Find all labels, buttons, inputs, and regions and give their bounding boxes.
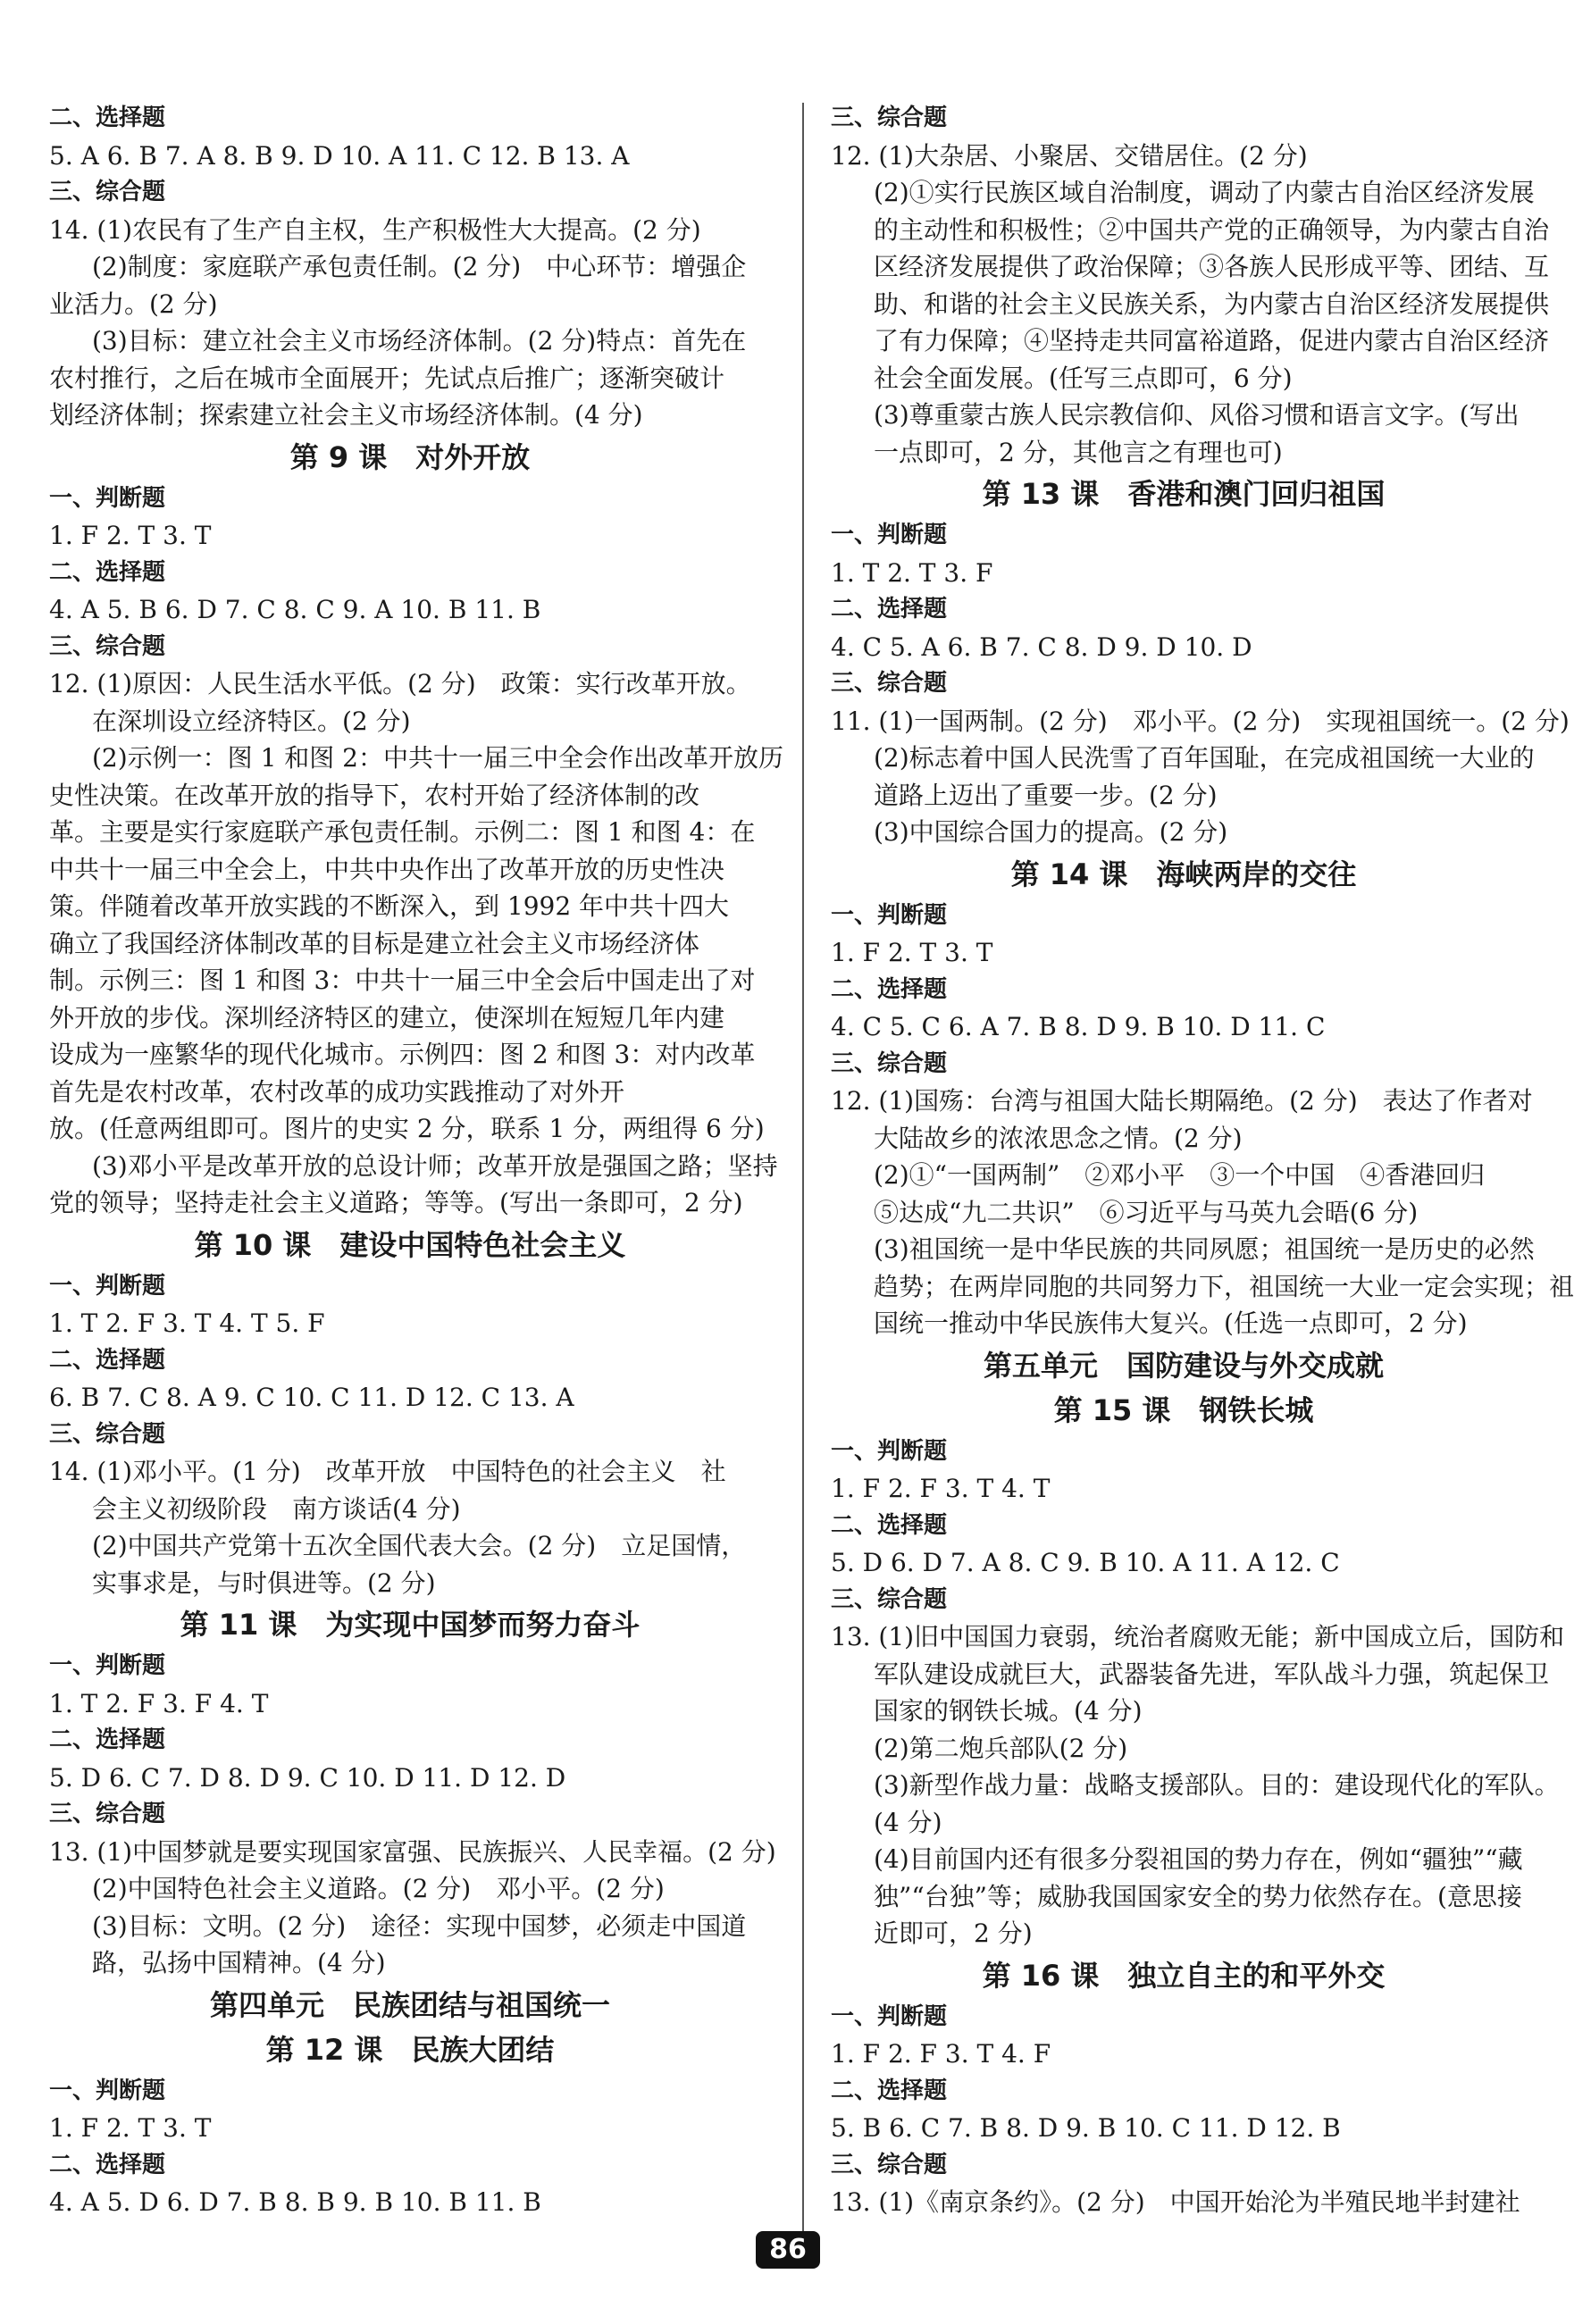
answer-line: 12. (1)国殇：台湾与祖国大陆长期隔绝。(2 分) 表达了作者对	[831, 1086, 1533, 1116]
lesson-title: 第 16 课 独立自主的和平外交	[982, 1958, 1386, 1993]
answer-line-indent: 趋势；在两岸同胞的共同努力下，祖国统一大业一定会实现；祖	[874, 1271, 1575, 1301]
section-heading: 一、判断题	[49, 1272, 166, 1300]
answer-line: 12. (1)大杂居、小聚居、交错居住。(2 分)	[831, 140, 1308, 171]
answer-line: 党的领导；坚持走社会主义道路；等等。(写出一条即可，2 分)	[49, 1188, 743, 1217]
answer-line: 划经济体制；探索建立社会主义市场经济体制。(4 分)	[49, 400, 643, 430]
lesson-title: 第 14 课 海峡两岸的交往	[1010, 857, 1357, 891]
answer-line: 史性决策。在改革开放的指导下，农村开始了经济体制的改	[49, 780, 700, 810]
answer-line: 4. C 5. A 6. B 7. C 8. D 9. D 10. D	[831, 631, 1252, 662]
section-heading: 三、综合题	[831, 670, 948, 697]
answer-line: 首先是农村改革，农村改革的成功实践推动了对外开	[49, 1076, 625, 1107]
answer-line: 策。伴随着改革开放实践的不断深入，到 1992 年中共十四大	[49, 891, 730, 921]
section-heading: 二、选择题	[49, 2151, 166, 2178]
lesson-title: 第 13 课 香港和澳门回归祖国	[982, 477, 1386, 511]
answer-line-indent: (2)中国共产党第十五次全国代表大会。(2 分) 立足国情，	[92, 1531, 747, 1560]
answer-line-indent: (4 分)	[874, 1807, 942, 1837]
left-column	[49, 100, 783, 2221]
section-heading: 三、综合题	[831, 104, 948, 131]
answer-line-indent: (3)祖国统一是中华民族的共同夙愿；祖国统一是历史的必然	[874, 1234, 1535, 1264]
answer-line-indent: (2)制度：家庭联产承包责任制。(2 分) 中心环节：增强企	[92, 252, 747, 281]
section-heading: 二、选择题	[49, 1346, 166, 1374]
answer-line: 1. F 2. T 3. T	[831, 938, 993, 967]
answer-line: 业活力。(2 分)	[49, 288, 218, 319]
section-heading: 三、综合题	[831, 1585, 948, 1613]
answer-line-indent: 路，弘扬中国精神。(4 分)	[92, 1948, 386, 1977]
section-heading: 二、选择题	[831, 975, 948, 1003]
section-heading: 一、判断题	[831, 2002, 948, 2030]
section-heading: 一、判断题	[49, 2077, 166, 2104]
answer-line: 制。示例三：图 1 和图 3：中共十一届三中全会后中国走出了对	[49, 966, 756, 995]
column-divider	[802, 103, 804, 2269]
answer-line: 1. T 2. F 3. F 4. T	[49, 1688, 269, 1718]
section-heading: 一、判断题	[831, 522, 948, 548]
answer-line: 11. (1)一国两制。(2 分) 邓小平。(2 分) 实现祖国统一。(2 分)	[831, 706, 1570, 736]
answer-line: 4. C 5. C 6. A 7. B 8. D 9. B 10. D 11. C	[831, 1012, 1326, 1041]
section-heading: 一、判断题	[49, 484, 166, 512]
lesson-title: 第 10 课 建设中国特色社会主义	[194, 1227, 626, 1262]
answer-line: 外开放的步伐。深圳经济特区的建立，使深圳在短短几年内建	[49, 1002, 725, 1032]
answer-line-indent: (3)目标：建立社会主义市场经济体制。(2 分)特点：首先在	[92, 326, 747, 355]
answer-line: 农村推行，之后在城市全面展开；先试点后推广；逐渐突破计	[49, 363, 725, 393]
answer-line-indent: (4)目前国内还有很多分裂祖国的势力存在，例如“疆独”“藏	[874, 1844, 1523, 1874]
answer-line: 中共十一届三中全会上，中共中央作出了改革开放的历史性决	[49, 854, 725, 884]
answer-line-indent: 近即可，2 分)	[874, 1919, 1033, 1948]
answer-line-indent: (3)邓小平是改革开放的总设计师；改革开放是强国之路；坚持	[92, 1150, 778, 1181]
answer-line-indent: 一点即可，2 分，其他言之有理也可)	[874, 437, 1283, 467]
answer-line: 14. (1)邓小平。(1 分) 改革开放 中国特色的社会主义 社	[49, 1457, 726, 1486]
lesson-title: 第四单元 民族团结与祖国统一	[209, 1987, 610, 2022]
section-heading: 二、选择题	[49, 104, 166, 131]
answer-line: 1. F 2. F 3. T 4. T	[831, 1474, 1051, 1503]
answer-line-indent: 在深圳设立经济特区。(2 分)	[92, 706, 411, 736]
section-heading: 三、综合题	[831, 1049, 948, 1077]
section-heading: 二、选择题	[49, 1726, 166, 1753]
section-heading: 一、判断题	[831, 1437, 948, 1465]
answer-line-indent: (2)第二炮兵部队(2 分)	[874, 1733, 1128, 1763]
section-heading: 三、综合题	[831, 2151, 948, 2178]
answer-line: 放。(任意两组即可。图片的史实 2 分，联系 1 分，两组得 6 分)	[49, 1114, 765, 1143]
answer-line: 14. (1)农民有了生产自主权，生产积极性大大提高。(2 分)	[49, 214, 701, 245]
section-heading: 三、综合题	[49, 1420, 166, 1448]
answer-line-indent: (2)标志着中国人民洗雪了百年国耻，在完成祖国统一大业的	[874, 743, 1535, 773]
section-heading: 二、选择题	[831, 596, 948, 623]
section-heading: 三、综合题	[49, 1801, 166, 1827]
answer-line-indent: (2)①“一国两制” ②邓小平 ③一个中国 ④香港回归	[874, 1160, 1486, 1190]
answer-line: 5. D 6. D 7. A 8. C 9. B 10. A 11. A 12. C	[831, 1548, 1340, 1577]
page-number: 86	[756, 2231, 820, 2269]
answer-line: 1. F 2. F 3. T 4. F	[831, 2039, 1051, 2069]
section-heading: 一、判断题	[831, 901, 948, 929]
answer-line: 13. (1)《南京条约》。(2 分) 中国开始沦为半殖民地半封建社	[831, 2187, 1520, 2217]
answer-line-indent: 国统一推动中华民族伟大复兴。(任选一点即可，2 分)	[874, 1308, 1468, 1338]
answer-line-indent: (2)示例一：图 1 和图 2：中共十一届三中全会作出改革开放历	[92, 743, 783, 773]
answer-line-indent: 大陆故乡的浓浓思念之情。(2 分)	[874, 1123, 1243, 1153]
answer-line: 设成为一座繁华的现代化城市。示例四：图 2 和图 3：对内改革	[49, 1040, 756, 1069]
section-heading: 二、选择题	[831, 1511, 948, 1539]
answer-line: 5. A 6. B 7. A 8. B 9. D 10. A 11. C 12. B 13. A	[49, 140, 630, 171]
answer-line-indent: ⑤达成“九二共识” ⑥习近平与马英九会晤(6 分)	[874, 1197, 1419, 1227]
answer-line-indent: 国家的钢铁长城。(4 分)	[874, 1696, 1143, 1726]
answer-line-indent: 军队建设成就巨大，武器装备先进，军队战斗力强，筑起保卫	[874, 1659, 1550, 1689]
answer-line: 13. (1)旧中国国力衰弱，统治者腐败无能；新中国成立后，国防和	[831, 1622, 1565, 1651]
answer-line: 5. D 6. C 7. D 8. D 9. C 10. D 11. D 12. D	[49, 1762, 566, 1793]
answer-line: 4. A 5. B 6. D 7. C 8. C 9. A 10. B 11. B	[49, 595, 541, 624]
answer-line: 4. A 5. D 6. D 7. B 8. B 9. B 10. B 11. B	[49, 2187, 541, 2217]
answer-line-indent: 实事求是，与时俱进等。(2 分)	[92, 1567, 436, 1598]
answer-line: 13. (1)中国梦就是要实现国家富强、民族振兴、人民幸福。(2 分)	[49, 1836, 776, 1867]
lesson-title: 第 15 课 钢铁长城	[1053, 1392, 1314, 1427]
answer-line-indent: (3)目标：文明。(2 分) 途径：实现中国梦，必须走中国道	[92, 1910, 747, 1941]
lesson-title: 第 12 课 民族大团结	[265, 2032, 555, 2067]
right-column	[831, 100, 1575, 2221]
section-heading: 一、判断题	[49, 1652, 166, 1679]
answer-line-indent: 社会全面发展。(任写三点即可，6 分)	[874, 363, 1293, 393]
lesson-title: 第 11 课 为实现中国梦而努力奋斗	[180, 1608, 641, 1642]
answer-line: 5. B 6. C 7. B 8. D 9. B 10. C 11. D 12. B	[831, 2113, 1341, 2143]
answer-line: 1. T 2. T 3. F	[831, 557, 993, 588]
lesson-title: 第五单元 国防建设与外交成就	[983, 1348, 1384, 1383]
section-heading: 三、综合题	[49, 179, 166, 205]
answer-line: 12. (1)原因：人民生活水平低。(2 分) 政策：实行改革开放。	[49, 669, 751, 698]
answer-line-indent: 独”“台独”等；威胁我国国家安全的势力依然存在。(意思接	[874, 1881, 1522, 1911]
answer-line: 革。主要是实行家庭联产承包责任制。示例二：图 1 和图 4：在	[49, 817, 756, 847]
answer-line-indent: 道路上迈出了重要一步。(2 分)	[874, 780, 1218, 810]
answer-line: 1. F 2. T 3. T	[49, 521, 212, 550]
answer-line-indent: (2)中国特色社会主义道路。(2 分) 邓小平。(2 分)	[92, 1874, 665, 1903]
answer-line-indent: 助、和谐的社会主义民族关系，为内蒙古自治区经济发展提供	[874, 288, 1550, 319]
answer-line-indent: 区经济发展提供了政治保障；③各族人民形成平等、团结、互	[874, 252, 1550, 281]
answer-line: 1. T 2. F 3. T 4. T 5. F	[49, 1308, 325, 1338]
answer-line-indent: (3)尊重蒙古族人民宗教信仰、风俗习惯和语言文字。(写出	[874, 400, 1520, 430]
answer-line-indent: 了有力保障；④坚持走共同富裕道路，促进内蒙古自治区经济	[874, 326, 1550, 355]
answer-line-indent: (3)中国综合国力的提高。(2 分)	[874, 817, 1228, 847]
answer-line-indent: (2)①实行民族区域自治制度，调动了内蒙古自治区经济发展	[874, 178, 1535, 207]
answer-line-indent: 的主动性和积极性；②中国共产党的正确领导，为内蒙古自治	[874, 214, 1550, 245]
lesson-title: 第 9 课 对外开放	[289, 439, 531, 474]
section-heading: 二、选择题	[831, 2077, 948, 2104]
section-heading: 三、综合题	[49, 632, 166, 660]
answer-line: 确立了我国经济体制改革的目标是建立社会主义市场经济体	[49, 928, 700, 958]
answer-line: 6. B 7. C 8. A 9. C 10. C 11. D 12. C 13. A	[49, 1383, 574, 1412]
answer-line-indent: 会主义初级阶段 南方谈话(4 分)	[92, 1493, 461, 1524]
answer-line: 1. F 2. T 3. T	[49, 2113, 212, 2143]
section-heading: 二、选择题	[49, 558, 166, 586]
answer-line-indent: (3)新型作战力量：战略支援部队。目的：建设现代化的军队。	[874, 1770, 1560, 1800]
